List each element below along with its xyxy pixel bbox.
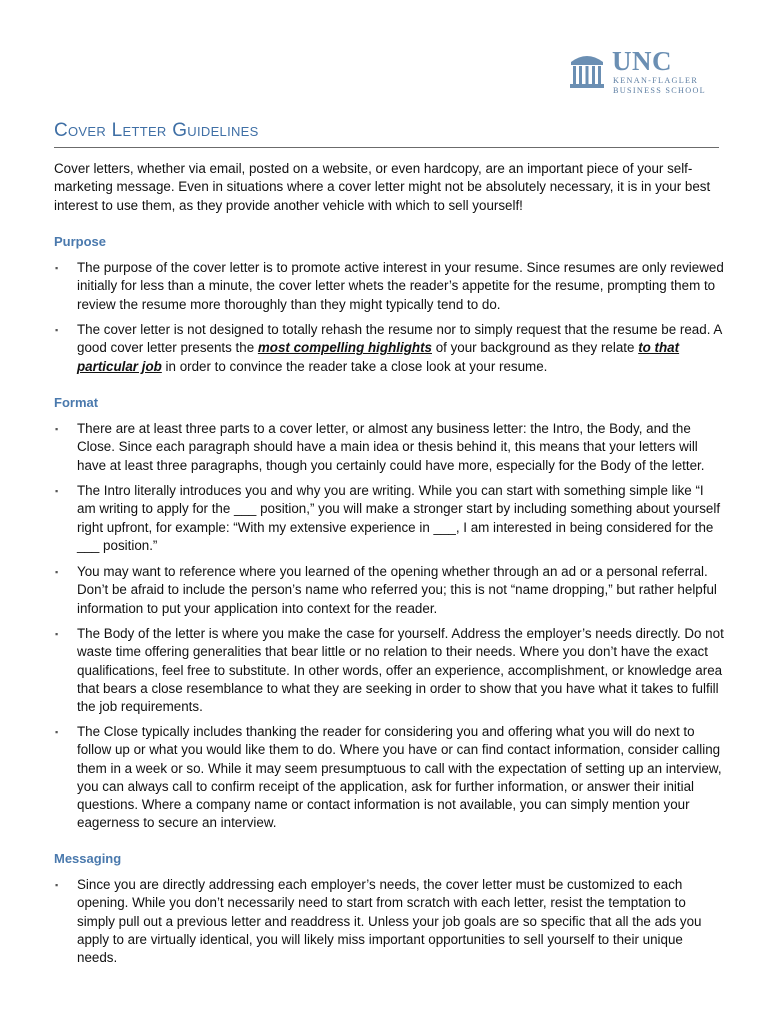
logo-subtitle-1: KENAN-FLAGLER: [613, 76, 699, 85]
emphasis-to-that-particular-job: to that particular job: [77, 340, 680, 374]
bullet-icon: ▪: [55, 325, 59, 335]
list-item: [54, 259, 724, 314]
bullet-icon: ▪: [55, 486, 59, 496]
list-item: [54, 876, 724, 967]
bullet-text: The purpose of the cover letter is to promote active interest in your resume. Since resumes are only reviewed initially for less than a minute, the cover letter whets the reader’s appetite for the resume, prompting them to review the resume more thoroughly than they might typically tend to do.: [77, 260, 724, 312]
bullet-icon: ▪: [55, 424, 59, 434]
text-run: of your background as they relate: [431, 340, 639, 356]
bullet-text: There are at least three parts to a cover letter, or almost any business letter: the Intro, the Body, and the Close. Since each paragraph should have a main idea or thesis behind it, this means that your letters will have at least three paragraphs, though you certainly could have more, especially for the Body of the letter.: [77, 421, 705, 473]
intro-paragraph: Cover letters, whether via email, posted on a website, or even hardcopy, are an important piece of your self-marketing message. Even in situations where a cover letter might not be absolutely necessary, it is in your best interest to use them, as they provide another vehicle with which to sell yourself!: [54, 161, 711, 213]
unc-kenan-flagler-logo: [568, 48, 718, 98]
bullet-icon: ▪: [55, 727, 59, 737]
section-heading-messaging: Messaging: [54, 851, 122, 866]
list-item: [54, 563, 724, 618]
list-item: [54, 723, 724, 833]
bullet-text: The Intro literally introduces you and why you are writing. While you can start with something simple like “I am writing to apply for the ___ position,” you will make a stronger start by including something about yourself right upfront, for example: “With my extensive experience in ___, I am interested in being considered for the ___ position.”: [77, 483, 721, 553]
text-run: The cover letter is not designed to totally rehash the resume nor to simply request that the resume be read. A good cover letter presents the: [77, 322, 722, 356]
old-well-icon: [568, 50, 606, 90]
bullet-icon: ▪: [55, 263, 59, 273]
list-item: [54, 321, 724, 376]
list-item: [54, 625, 724, 716]
page-title: Cover Letter Guidelines: [54, 120, 259, 141]
list-item: [54, 482, 724, 555]
logo-name: UNC: [612, 46, 672, 76]
bullet-icon: ▪: [55, 567, 59, 577]
section-heading-purpose: Purpose: [54, 234, 107, 249]
bullet-text: The Close typically includes thanking the reader for considering you and offering what you will do next to follow up or what you would like them to do. Where you have or can find contact information, consider calling them in a week or so. While it may seem presumptuous to call with the expectation of setting up an interview, you can always call to confirm receipt of the application, ask for further information, or answer their initial questions. Where a company name or contact information is not available, you can simply mention your eagerness to secure an interview.: [77, 724, 722, 831]
emphasis-most-compelling-highlights: most compelling highlights: [257, 340, 432, 356]
bullet-text: Since you are directly addressing each employer’s needs, the cover letter must be customized to each opening. While you don’t necessarily need to start from scratch with each letter, resist the temptation to simply pull out a previous letter and readdress it. Unless your job goals are so specific that all the ads you apply to are virtually identical, you will likely miss important opportunities to sell yourself to their unique needs.: [77, 877, 702, 966]
list-item: [54, 420, 724, 475]
text-run: in order to convince the reader take a close look at your resume.: [161, 358, 548, 374]
title-divider: [54, 147, 719, 148]
bullet-text: You may want to reference where you learned of the opening whether through an ad or a personal referral. Don’t be afraid to include the person’s name who referred you; this is not “name dropping,” but rather helpful information to put your application into context for the reader.: [77, 564, 717, 616]
bullet-icon: ▪: [55, 629, 59, 639]
bullet-text: [77, 321, 724, 376]
logo-subtitle-2: BUSINESS SCHOOL: [613, 86, 706, 95]
bullet-text: The Body of the letter is where you make the case for yourself. Address the employer’s needs directly. Do not waste time offering generalities that bear little or no relation to their needs. Where you don’t have the exact qualifications, feel free to substitute. In other words, offer an experience, accomplishment, or knowledge area that bears a close resemblance to what they are seeking in order to show that you have what it takes to fulfill the job requirements.: [77, 626, 724, 715]
section-heading-format: Format: [54, 395, 99, 410]
bullet-icon: ▪: [55, 880, 59, 890]
